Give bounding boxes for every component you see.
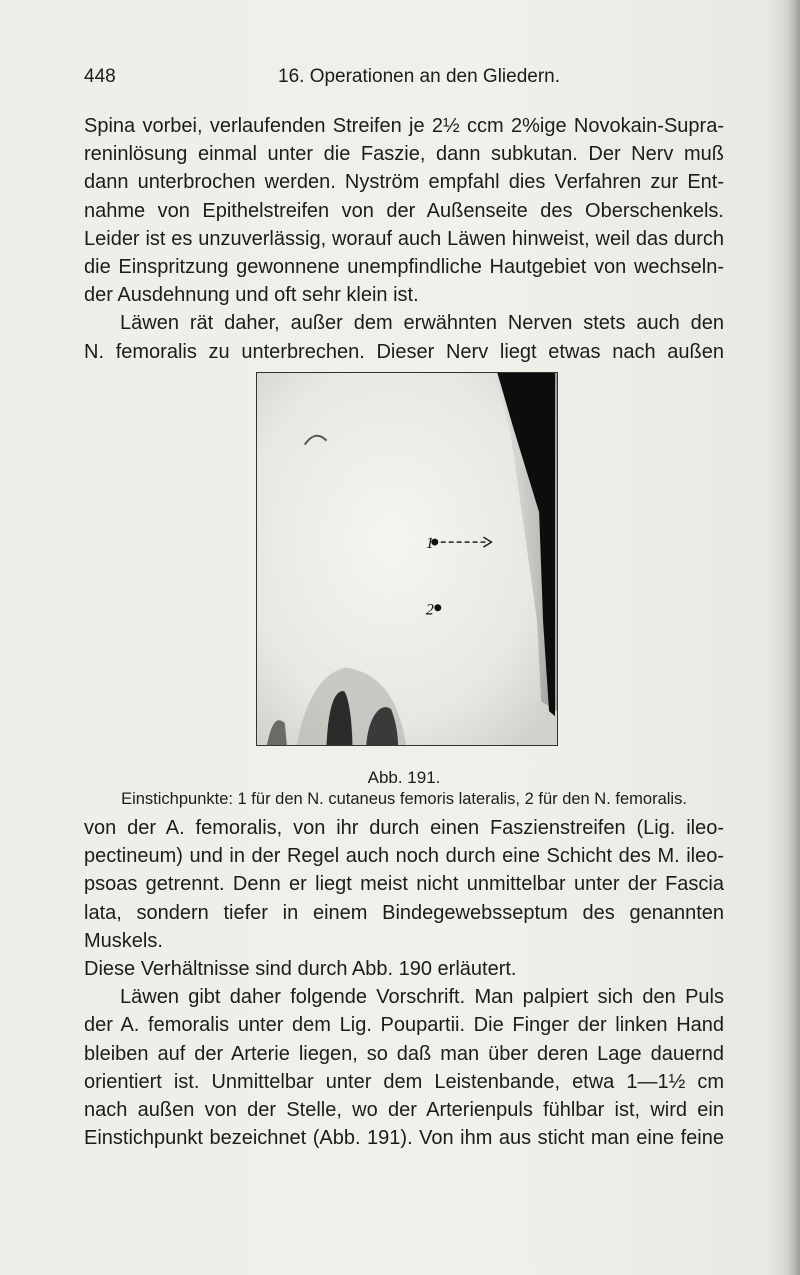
text-line: der A. femoralis unter dem Lig. Poupartii. Die Finger der linken Hand bbox=[84, 1014, 724, 1037]
marker-2-label: 2 bbox=[425, 601, 434, 619]
text-line: bleiben auf der Arterie liegen, so daß man über deren Lage dauernd bbox=[84, 1042, 724, 1065]
injection-point-2 bbox=[434, 604, 441, 611]
running-title: 16. Operationen an den Gliedern. bbox=[278, 66, 561, 87]
text-line: dann unterbrochen werden. Nyström empfahl dies Verfahren zur Ent- bbox=[84, 171, 724, 194]
text-line: psoas getrennt. Denn er liegt meist nicht unmittelbar unter der Fascia bbox=[84, 873, 724, 896]
paragraph-2 bbox=[84, 814, 724, 1152]
text-line: Spina vorbei, verlaufenden Streifen je 2½ ccm 2%ige Novokain-Supra- bbox=[84, 115, 724, 137]
marker-1-label: 1 bbox=[425, 535, 434, 553]
page-number: 448 bbox=[84, 66, 116, 87]
text-line: reninlösung einmal unter die Faszie, dann subkutan. Der Nerv muß bbox=[84, 143, 724, 166]
figure-caption: Einstichpunkte: 1 für den N. cutaneus femoris lateralis, 2 für den N. femoralis. bbox=[121, 790, 687, 808]
text-line: die Einspritzung gewonnene unempfindliche Hautgebiet von wechseln- bbox=[84, 256, 724, 279]
page-header bbox=[84, 66, 724, 90]
text-line: lata, sondern tiefer in einem Bindegewebsseptum des genannten Muskels. bbox=[84, 901, 724, 952]
text-line: Einstichpunkt bezeichnet (Abb. 191). Von ihm aus sticht man eine feine bbox=[84, 1127, 724, 1150]
text-line: nahme von Epithelstreifen von der Außenseite des Oberschenkels. bbox=[84, 199, 724, 222]
figure-photograph bbox=[256, 372, 558, 746]
text-line: orientiert ist. Unmittelbar unter dem Leistenbande, etwa 1—1½ cm bbox=[84, 1070, 724, 1093]
paragraph-1 bbox=[84, 112, 724, 366]
text-line: Läwen gibt daher folgende Vorschrift. Man palpiert sich den Puls bbox=[120, 986, 724, 1009]
text-line: Läwen rät daher, außer dem erwähnten Nerven stets auch den bbox=[120, 312, 724, 335]
page-edge-shadow bbox=[786, 0, 800, 1275]
text-line: Diese Verhältnisse sind durch Abb. 190 erläutert. bbox=[84, 958, 517, 981]
thigh-photo-illustration bbox=[257, 373, 557, 745]
text-line: Leider ist es unzuverlässig, worauf auch Läwen hinweist, weil das durch bbox=[84, 227, 724, 250]
text-line: pectineum) und in der Regel auch noch durch eine Schicht des M. ileo- bbox=[84, 845, 724, 868]
text-line: nach außen von der Stelle, wo der Arterienpuls fühlbar ist, wird ein bbox=[84, 1099, 724, 1122]
figure-number: Abb. 191. bbox=[367, 768, 441, 787]
text-line: der Ausdehnung und oft sehr klein ist. bbox=[84, 284, 419, 307]
text-line: N. femoralis zu unterbrechen. Dieser Nerv liegt etwas nach außen bbox=[84, 340, 724, 363]
text-line: von der A. femoralis, von ihr durch einen Faszienstreifen (Lig. ileo- bbox=[84, 817, 724, 839]
